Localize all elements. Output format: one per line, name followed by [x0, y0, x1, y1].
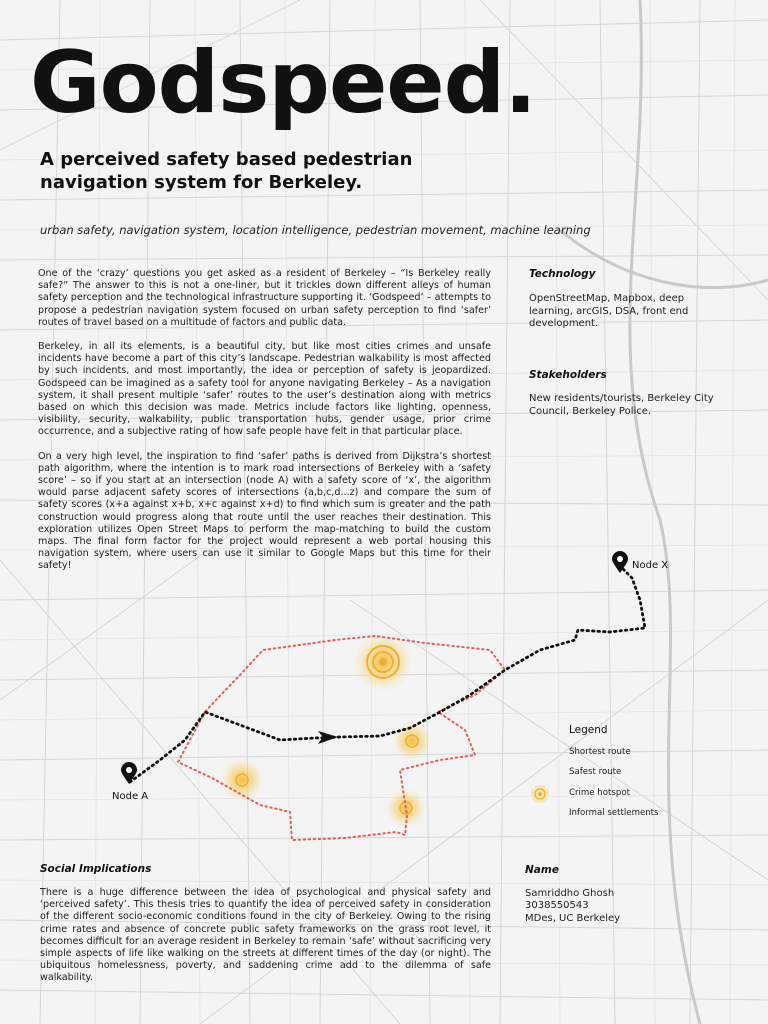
legend-item-informal-settlements: Informal settlements: [569, 808, 659, 818]
name-heading: Name: [525, 864, 559, 876]
legend-item-shortest-route: Shortest route: [569, 747, 631, 757]
crime-hotspot-3: [220, 758, 264, 802]
body-paragraph-3: On a very high level, the inspiration to find ‘safer’ paths is derived from Dijkstra’s shortest path algorithm, where the intention is to mark road intersections of Berkeley with a ‘safety score’ – so if you start at an intersection (node A) with a safety score of ‘x’, the algorithm would parse adjacent safety scores of intersections (a,b,c,d...z) and compare the sum of safety scores (x+a against x+b, x+c against x+d) to find which sum is greater and the path construction would progress along that route until the user reaches their destination. This exploration utilizes Open Street Maps to perform the map-matching to build the custom maps. The final form factor for the project would represent a web portal housing this navigation system, where users can use it similar to Google Maps but this time for their safety!: [38, 450, 491, 572]
page-subtitle: A perceived safety based pedestrian navigation system for Berkeley.: [40, 149, 413, 194]
legend-item-crime-hotspot: Crime hotspot: [569, 788, 630, 798]
crime-hotspot-2: [392, 721, 432, 761]
keywords-line: urban safety, navigation system, location intelligence, pedestrian movement, machine learning: [40, 223, 591, 237]
social-implications-heading: Social Implications: [40, 863, 152, 875]
author-program: MDes, UC Berkeley: [525, 913, 621, 924]
stakeholders-heading: Stakeholders: [529, 369, 607, 381]
technology-heading: Technology: [529, 268, 596, 280]
node-a-pin-icon: [121, 762, 137, 784]
safest-route: [178, 636, 505, 840]
body-paragraph-1: One of the ‘crazy’ questions you get asked as a resident of Berkeley – “Is Berkeley really safe?” The answer to this is not a one-liner, but it trickles down different alleys of human safety perception and the technological infrastructure supporting it. ‘Godspeed’ – attempts to propose a pedestrian navigation system focused on urban safety perception to find ‘safer’ routes of travel based on a multitude of factors and public data.: [38, 268, 491, 328]
node-x-label: Node X: [632, 560, 669, 571]
social-implications-text: There is a huge difference between the idea of psychological and physical safety and ‘perceived safety’. This thesis tries to quantify the idea of perceived safety in consideration of the different socio-economic conditions found in the city of Berkeley. Owing to the rising crime rates and absence of concrete public safety frameworks on the grass root level, it becomes difficult for an average resident in Berkeley to remain ‘safe’ without sacrificing very simple aspects of life like walking on the streets at different times of the day (or night). The ubiquitous homelessness, poverty, and saddening crime add to the dilemma of safe walkability.: [40, 887, 491, 984]
node-a-label: Node A: [112, 791, 149, 802]
legend-title: Legend: [569, 724, 608, 736]
technology-text: OpenStreetMap, Mapbox, deep learning, arcGIS, DSA, front end development.: [529, 293, 689, 329]
body-paragraph-2: Berkeley, in all its elements, is a beautiful city, but like most cities crimes and unsafe incidents have become a part of this city’s landscape. Pedestrian walkability is most affected by such incidents, and most importantly, the idea or perception of safety is jeopardized. Godspeed can be imagined as a safety tool for anyone navigating Berkeley – As a navigation system, it shall present multiple ‘safer’ routes to the user’s destination along with metrics based on which this decision was made. Metrics include factors like lighting, openness, visibility, security, walkability, public transportation hubs, gender usage, prior crime occurrence, and a subjective rating of how safe people have felt in that particular place.: [38, 341, 491, 438]
author-id: 3038550543: [525, 900, 589, 911]
page-title: Godspeed.: [30, 33, 536, 133]
stakeholders-text: New residents/tourists, Berkeley City Council, Berkeley Police.: [529, 393, 714, 417]
legend-item-safest-route: Safest route: [569, 767, 622, 777]
node-x-pin-icon: [612, 551, 628, 573]
author-name: Samriddho Ghosh: [525, 888, 615, 899]
crime-hotspot-legend-icon: [530, 784, 550, 804]
